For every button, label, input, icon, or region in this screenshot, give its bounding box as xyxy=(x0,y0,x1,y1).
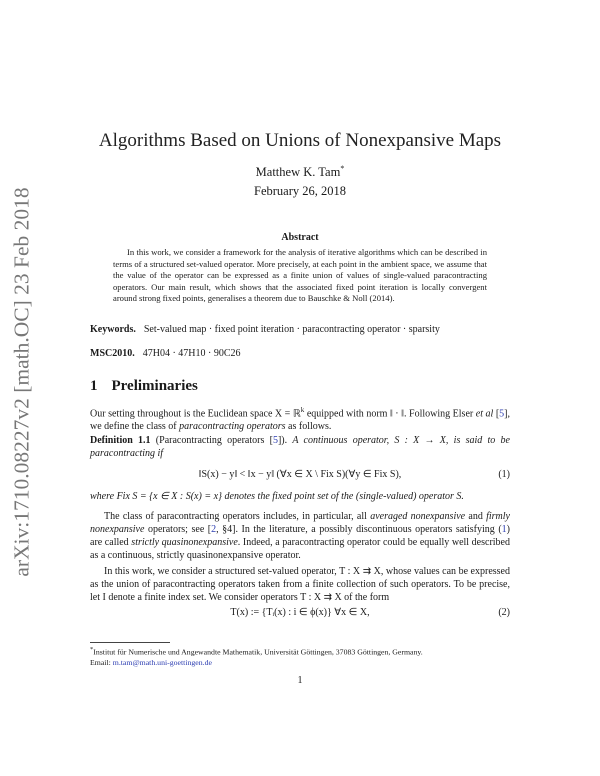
para2-text-c: operators; see [ xyxy=(144,524,212,535)
para1-text-c: [ xyxy=(493,408,500,420)
footnote-rule xyxy=(90,642,170,643)
para1-text-e: as follows. xyxy=(285,421,332,433)
para2-text-e: ) are called xyxy=(90,524,510,548)
keywords-line xyxy=(90,324,520,335)
section-heading xyxy=(90,378,198,395)
arxiv-identifier: arXiv:1710.08227v2 [math.OC] 23 Feb 2018 xyxy=(9,187,34,577)
para2-text-d: , §4]. In the literature, a possibly discontinuous operators satisfying ( xyxy=(216,524,502,535)
para2-emphasis-strictly: strictly quasinonexpansive xyxy=(131,537,238,548)
section-title: Preliminaries xyxy=(111,378,198,394)
definition-statement: A continuous operator, S : X → X, is said to be paracontracting if xyxy=(90,435,510,459)
para2-text-f: . Indeed, a paracontracting operator could be equally well described as a continuous, strictly quasinonexpansive operator. xyxy=(90,537,510,561)
para1-emphasis: paracontracting operators xyxy=(179,421,286,433)
paragraph-setting xyxy=(90,404,510,433)
para1-text-b: equipped with norm ‖ · ‖. Following Elser xyxy=(304,408,476,420)
footnote-email-label: Email: xyxy=(90,657,113,667)
equation-1 xyxy=(90,468,510,482)
keywords-text: Set-valued map · fixed point iteration · paracontracting operator · sparsity xyxy=(143,324,440,335)
equation-2-body: T(x) := {Tᵢ(x) : i ∈ ϕ(x)} ∀x ∈ X, xyxy=(230,607,370,618)
paper-title: Algorithms Based on Unions of Nonexpansive Maps xyxy=(98,130,502,151)
page-number: 1 xyxy=(297,675,303,686)
footnote-mark: * xyxy=(90,646,94,653)
definition-label: Definition 1.1 xyxy=(90,435,151,446)
msc-label: MSC2010. xyxy=(90,348,135,359)
para1-text-d: ], we define the class of xyxy=(90,408,510,433)
equation-1-number: (1) xyxy=(498,469,510,480)
para2-text-b: and xyxy=(465,511,487,522)
author-name: Matthew K. Tam xyxy=(255,165,341,180)
para2-emphasis-firmly: firmly nonexpansive xyxy=(90,511,510,535)
email-link[interactable]: m.tam@math.uni-goettingen.de xyxy=(112,657,212,667)
section-number: 1 xyxy=(90,378,98,394)
author-footnote-mark[interactable]: * xyxy=(340,164,345,173)
paragraph-structured: In this work, we consider a structured set-valued operator, T : X ⇉ X, whose values can be expressed as the union of paracontracting operators taken from a finite collection of such operators. To be precise, let I denote a finite index set. We consider operators T : X ⇉ X of the form xyxy=(90,566,510,603)
para2-text-a: The class of paracontracting operators includes, in particular, all xyxy=(104,511,371,522)
author-line xyxy=(0,164,600,180)
equation-ref-link[interactable]: 1 xyxy=(501,524,507,535)
para1-etal: et al xyxy=(475,408,494,420)
footnote xyxy=(90,645,510,668)
footnote-affiliation: Institut für Numerische und Angewandte Mathematik, Universität Göttingen, 37083 Göttingen, Germany. xyxy=(93,647,423,657)
equation-1-body: ‖S(x) − y‖ < ‖x − y‖ (∀x ∈ X \ Fix S)(∀y ∈ Fix S), xyxy=(198,469,402,480)
citation-link[interactable]: 2 xyxy=(211,524,217,535)
msc-text: 47H04 · 47H10 · 90C26 xyxy=(142,348,241,359)
para2-emphasis-averaged: averaged nonexpansive xyxy=(370,511,466,522)
definition-block xyxy=(90,434,510,460)
definition-text-b: ]). xyxy=(277,435,293,446)
para1-superscript: k xyxy=(300,406,305,414)
equation-2-number: (2) xyxy=(498,607,510,618)
abstract-text: In this work, we consider a framework for the analysis of iterative algorithms which can be described in terms of a structured set-valued operator. More precisely, at each point in the ambient space, we assume that the value of the operator can be expressed as a finite union of values of single-valued paracontracting operators. Our main result, which shows that the associated fixed point iteration is locally convergent around strong fixed points, generalises a theorem due to Bauschke & Noll (2014). xyxy=(113,247,487,304)
paragraph-class xyxy=(90,510,510,562)
citation-link[interactable]: 5 xyxy=(272,435,278,446)
definition-where: where Fix S = {x ∈ X : S(x) = x} denotes the fixed point set of the (single-valued) operator S. xyxy=(90,491,464,502)
abstract-heading: Abstract xyxy=(281,232,319,243)
paper-date: February 26, 2018 xyxy=(254,184,346,198)
equation-2 xyxy=(90,606,510,620)
para1-text-a: Our setting throughout is the Euclidean space X = ℝ xyxy=(90,408,301,420)
definition-text-a: (Paracontracting operators [ xyxy=(150,435,273,446)
msc-line xyxy=(90,348,520,359)
keywords-label: Keywords. xyxy=(90,324,136,335)
citation-link[interactable]: 5 xyxy=(499,408,505,420)
